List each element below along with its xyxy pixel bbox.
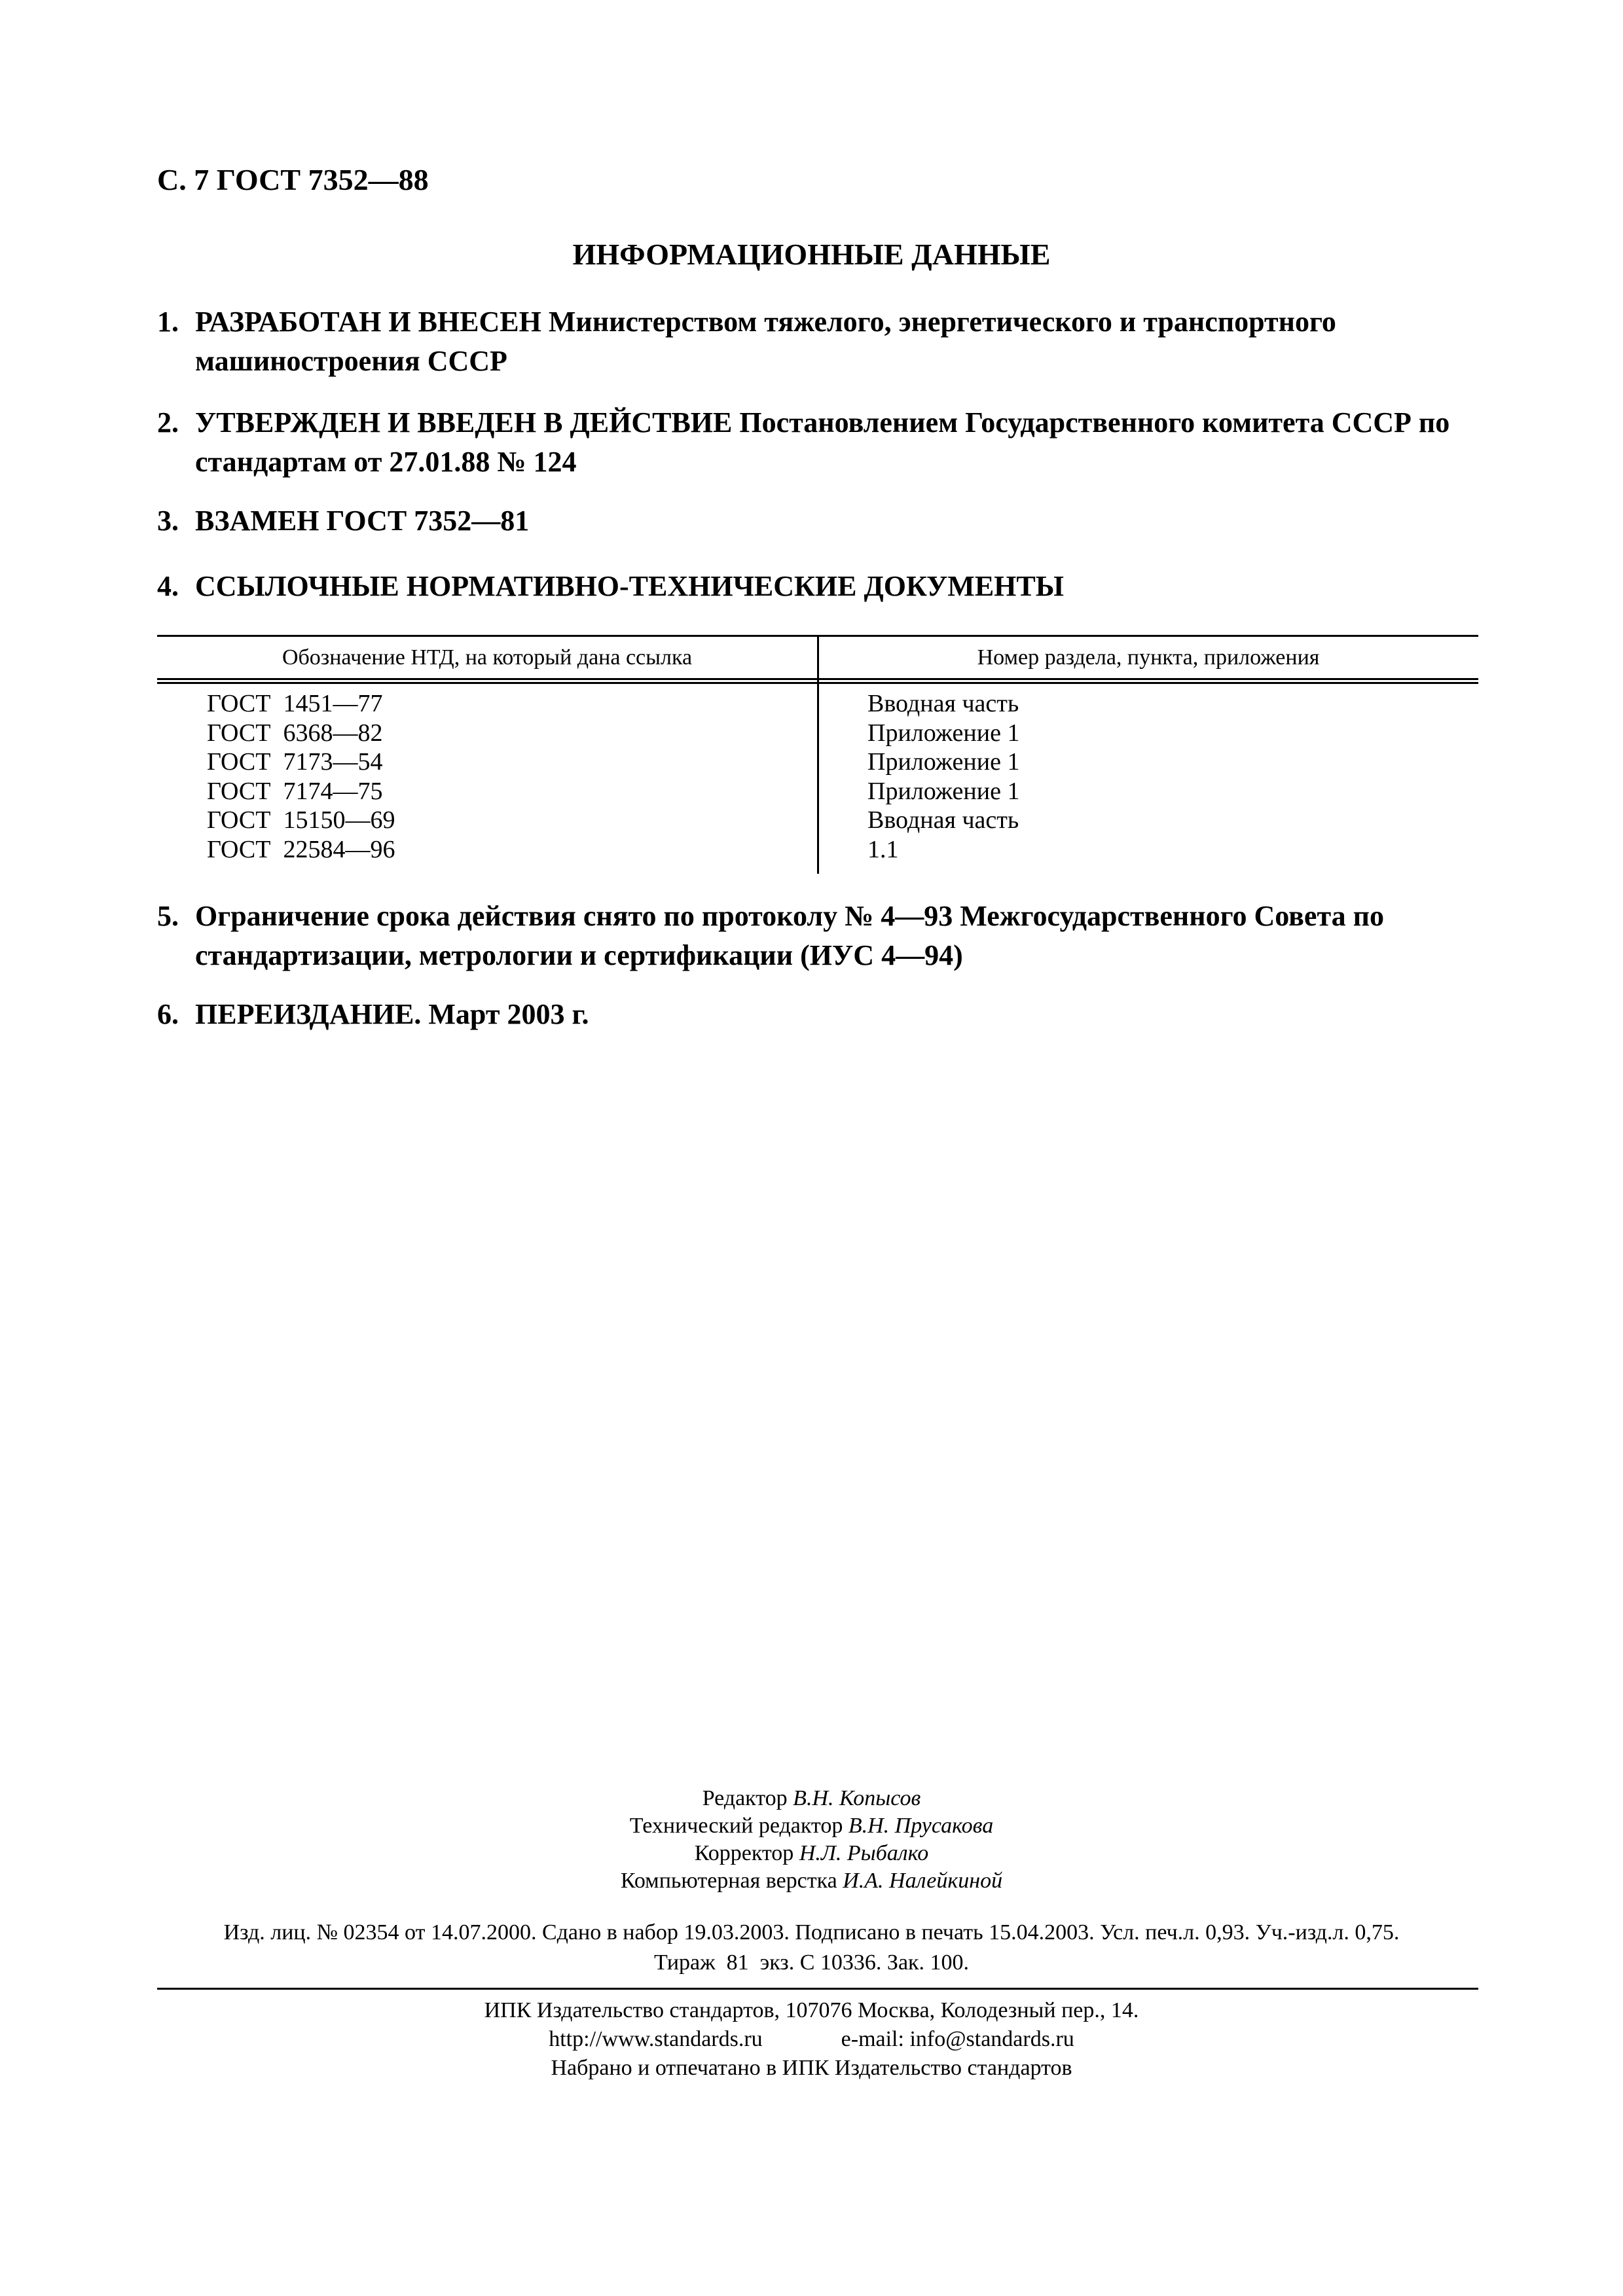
item-number: 4.: [157, 570, 179, 602]
table-header-section: Номер раздела, пункта, приложения: [977, 645, 1320, 670]
credit-proofreader: [0, 1840, 1623, 1867]
publisher-email[interactable]: e-mail: info@standards.ru: [841, 2027, 1074, 2051]
credit-role: Технический редактор: [629, 1814, 843, 1838]
table-cell: ГОСТ 1451—77: [207, 690, 383, 717]
publisher-website[interactable]: http://www.standards.ru: [549, 2027, 763, 2051]
credit-role: Корректор: [694, 1841, 794, 1865]
publication-line-2: Тираж 81 экз. С 10336. Зак. 100.: [653, 1950, 970, 1975]
credit-name: И.А. Налейкиной: [843, 1869, 1003, 1893]
credit-name: В.Н. Копысов: [793, 1786, 921, 1810]
table-cell: ГОСТ 22584—96: [207, 835, 395, 863]
info-item-2: [157, 403, 1473, 482]
credit-editor: [0, 1785, 1623, 1812]
section-title: ИНФОРМАЦИОННЫЕ ДАННЫЕ: [572, 238, 1051, 271]
info-item-5: [157, 897, 1473, 975]
table-column-designation: [207, 689, 395, 864]
table-cell: ГОСТ 7173—54: [207, 748, 383, 776]
table-cell: ГОСТ 7174—75: [207, 777, 383, 805]
table-column-section: [867, 689, 1019, 864]
credit-name: Н.Л. Рыбалко: [799, 1841, 929, 1865]
info-item-3: [157, 501, 1473, 541]
reference-table: [157, 635, 1478, 870]
info-item-6: [157, 995, 1473, 1034]
table-cell: Приложение 1: [867, 748, 1020, 776]
credit-tech-editor: [0, 1812, 1623, 1840]
item-number: 3.: [157, 505, 179, 537]
publisher-block: [0, 1996, 1623, 2083]
item-text: УТВЕРЖДЕН И ВВЕДЕН В ДЕЙСТВИЕ Постановлением Государственного комитета СССР по стандартам от 27.01.88 № 124: [195, 406, 1450, 478]
table-cell: Приложение 1: [867, 777, 1020, 805]
item-text: ПЕРЕИЗДАНИЕ. Март 2003 г.: [195, 998, 589, 1030]
credits-block: [0, 1785, 1623, 1895]
publisher-printed: Набрано и отпечатано в ИПК Издательство стандартов: [551, 2056, 1072, 2080]
info-item-4: [157, 567, 1473, 606]
item-text: РАЗРАБОТАН И ВНЕСЕН Министерством тяжелого, энергетического и транспортного машиностроения СССР: [195, 306, 1336, 377]
table-cell: Вводная часть: [867, 690, 1019, 717]
table-cell: ГОСТ 15150—69: [207, 806, 395, 834]
table-header-designation: Обозначение НТД, на который дана ссылка: [282, 645, 693, 670]
credit-role: Редактор: [702, 1786, 788, 1810]
publisher-address: ИПК Издательство стандартов, 107076 Москва, Колодезный пер., 14.: [484, 1998, 1139, 2022]
item-number: 6.: [157, 998, 179, 1030]
credit-layout: [0, 1867, 1623, 1895]
footer-rule: [157, 1988, 1478, 1990]
table-column-divider: [817, 635, 819, 874]
credit-role: Компьютерная верстка: [620, 1869, 837, 1893]
page-header: С. 7 ГОСТ 7352—88: [157, 163, 429, 196]
table-cell: Вводная часть: [867, 806, 1019, 834]
item-text: ВЗАМЕН ГОСТ 7352—81: [195, 505, 530, 537]
item-number: 1.: [157, 306, 179, 338]
item-number: 2.: [157, 406, 179, 439]
table-cell: Приложение 1: [867, 719, 1020, 747]
item-text: Ограничение срока действия снято по протоколу № 4—93 Межгосударственного Совета по стандартизации, метрологии и сертификации (ИУС 4—94): [195, 900, 1384, 971]
credit-name: В.Н. Прусакова: [848, 1814, 994, 1838]
item-text: ССЫЛОЧНЫЕ НОРМАТИВНО-ТЕХНИЧЕСКИЕ ДОКУМЕНТЫ: [195, 570, 1064, 602]
info-item-1: [157, 302, 1473, 381]
table-cell: 1.1: [867, 835, 899, 863]
table-cell: ГОСТ 6368—82: [207, 719, 383, 747]
publisher-contacts: [0, 2025, 1623, 2054]
publication-line-1: Изд. лиц. № 02354 от 14.07.2000. Сдано в набор 19.03.2003. Подписано в печать 15.04.2003. Усл. печ.л. 0,93. Уч.-изд.л. 0,75.: [223, 1920, 1400, 1945]
publication-info: [0, 1918, 1623, 1978]
item-number: 5.: [157, 900, 179, 932]
